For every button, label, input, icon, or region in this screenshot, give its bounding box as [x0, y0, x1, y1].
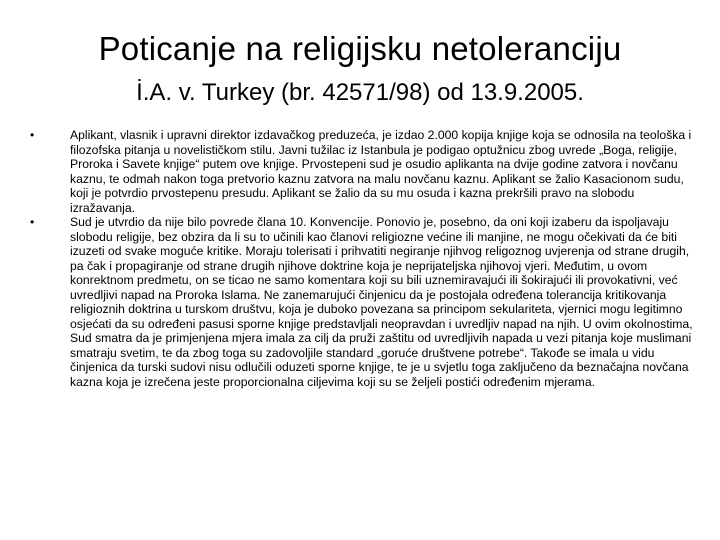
bullet-item — [30, 128, 695, 215]
bullet-text: Sud je utvrdio da nije bilo povrede člana 10. Konvencije. Ponovio je, posebno, da oni koji izaberu da ispoljavaju slobodu religije, bez obzira da li su to učinili kao članovi religiozne većine ili manjine, ne mogu očekivati da će biti izuzeti od svake moguće kritike. Moraju tolerisati i prihvatiti negiranje njihvog religoznog uvjerenja od strane drugih, pa čak i propagiranje od strane drugih njihove doktrine koja je neprijateljska njihovoj vjeri. Međutim, u ovom konrektnom predmetu, on se ticao ne samo komentara koji su bili uznemiravajući ili šokirajući ili provokativni, već uvredljivi napad na Proroka Islama. Ne zanemarujući činjenicu da je postojala određena tolerancija kritikovanja religioznih doktrina u turskom društvu, koja je duboko povezana sa principom sekulariteta, vjernici mogu legitimno osjećati da su određeni pasusi sporne knjige predstavljali neopravdan i uvredljiv napad na njih. U ovim okolnostima, Sud smatra da je primjenjena mjera imala za cilj da pruži zaštitu od uvredljivih napada u vezi pitanja koje muslimani smatraju svetim, te da zbog toga su zadovoljile standard „goruće društvene potrebe“. Takođe se imala u vidu činjenica da turski sudovi nisu odlučili oduzeti sporne knjige, te je u svjetlu toga zaključeno da beznačajna novčana kazna koja je izrečena jeste proporcionalna ciljevima koji su se željeli postići određenim mjerama. — [70, 215, 693, 389]
bullet-item — [30, 215, 695, 389]
bullet-text: Aplikant, vlasnik i upravni direktor izdavačkog preduzeća, je izdao 2.000 kopija knjige koja se odnosila na teološka i filozofska pitanja u novelističkom stilu. Javni tužilac iz Istanbula je podigao optužnicu zbog uvrede „Boga, religije, Proroka i Savete knjige“ putem ove knjige. Prvostepeni sud je osudio aplikanta na dvije godine zatvora i novčanu kaznu, te odmah nakon toga pretvorio kaznu zatvora na malu novčanu kaznu. Aplikant se žalio Kasacionom sudu, koji je potvrdio prvostepenu presudu. Aplikant se žalio da su mu osuda i kazna prekršili pravo na slobodu izražavanja. — [70, 128, 692, 215]
bullet-list — [30, 128, 695, 389]
bullet-dot: • — [30, 128, 35, 142]
slide-subtitle: İ.A. v. Turkey (br. 42571/98) od 13.9.2005. — [136, 79, 584, 106]
bullet-dot: • — [30, 215, 35, 229]
slide-title: Poticanje na religijsku netoleranciju — [98, 30, 622, 67]
